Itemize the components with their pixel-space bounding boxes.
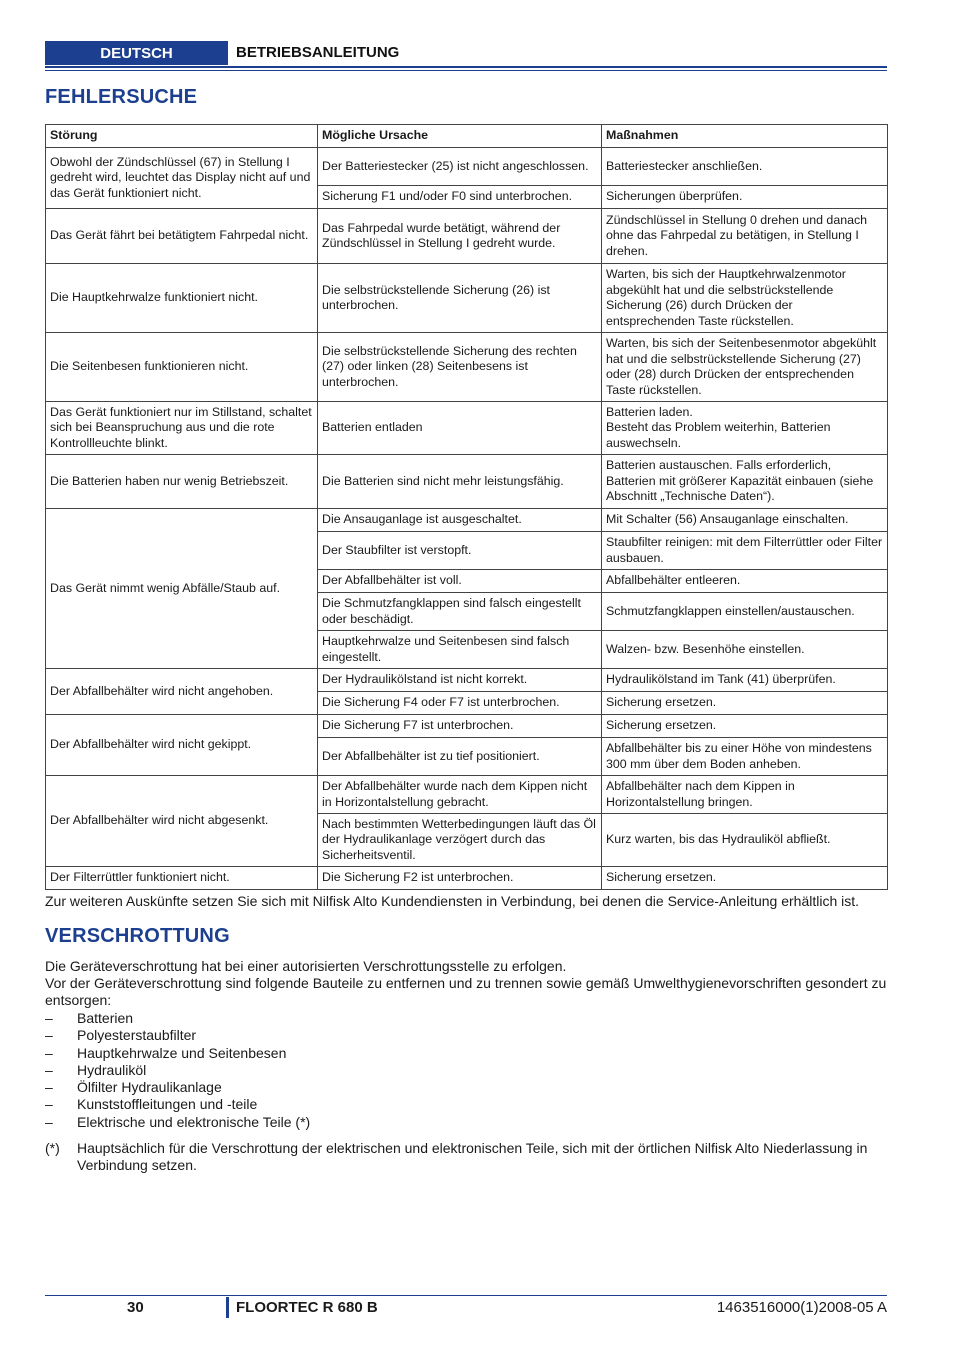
cause-cell: Der Abfallbehälter ist zu tief positioniert. [318, 738, 602, 776]
service-footnote: Zur weiteren Auskünfte setzen Sie sich mit Nilfisk Alto Kundendiensten in Verbindung, bei denen die Service-Anleitung erhältlich ist. [45, 893, 860, 909]
column-header-cause: Mögliche Ursache [318, 125, 602, 148]
scrapping-note [45, 1140, 887, 1175]
table-row [46, 776, 888, 814]
remedy-cell: Hydraulikölstand im Tank (41) überprüfen. [602, 669, 888, 692]
table-row [46, 867, 888, 890]
cause-cell: Der Hydraulikölstand ist nicht korrekt. [318, 669, 602, 692]
footer-divider [226, 1297, 229, 1318]
remedy-cell: Batterien austauschen. Falls erforderlich, Batterien mit größerer Kapazität einbauen (siehe Abschnitt „Technische Daten“). [602, 455, 888, 509]
cause-cell: Hauptkehrwalze und Seitenbesen sind falsch eingestellt. [318, 631, 602, 669]
scrapping-title: VERSCHROTTUNG [45, 925, 230, 947]
list-item-text: Ölfilter Hydraulikanlage [77, 1079, 222, 1096]
remedy-cell: Warten, bis sich der Hauptkehrwalzenmotor abgekühlt hat und die selbstrückstellende Sicherung (26) durch Drücken der entsprechenden Taste rückstellen. [602, 264, 888, 333]
cause-cell: Der Abfallbehälter wurde nach dem Kippen nicht in Horizontalstellung gebracht. [318, 776, 602, 814]
list-item [45, 1096, 310, 1113]
list-item [45, 1045, 310, 1062]
list-item-text: Polyesterstaubfilter [77, 1027, 197, 1044]
cause-cell: Die Batterien sind nicht mehr leistungsfähig. [318, 455, 602, 509]
list-bullet: – [45, 1079, 53, 1096]
table-row [46, 455, 888, 509]
cause-cell: Nach bestimmten Wetterbedingungen läuft das Öl der Hydraulikanlage verzögert durch das Sicherheitsventil. [318, 814, 602, 867]
language-badge: DEUTSCH [45, 41, 228, 65]
remedy-cell: Batterien laden. Besteht das Problem weiterhin, Batterien auswechseln. [602, 402, 888, 455]
fault-cell: Das Gerät nimmt wenig Abfälle/Staub auf. [46, 509, 318, 669]
list-item-text: Elektrische und elektronische Teile (*) [77, 1113, 311, 1130]
footer-rule [45, 1295, 887, 1296]
note-text: Hauptsächlich für die Verschrottung der elektrischen und elektronischen Teile, sich mit der örtlichen Nilfisk Alto Niederlassung in Verbindung setzen. [77, 1140, 868, 1174]
cause-cell: Der Staubfilter ist verstopft. [318, 532, 602, 570]
table-body [46, 148, 888, 890]
remedy-cell: Sicherung ersetzen. [602, 692, 888, 715]
troubleshooting-title: FEHLERSUCHE [45, 86, 198, 108]
list-item-text: Kunststoffleitungen und -teile [77, 1096, 258, 1113]
fault-cell: Das Gerät fährt bei betätigtem Fahrpedal nicht. [46, 209, 318, 264]
list-item [45, 1114, 310, 1131]
cause-cell: Die Ansauganlage ist ausgeschaltet. [318, 509, 602, 532]
remedy-cell: Abfallbehälter bis zu einer Höhe von mindestens 300 mm über dem Boden anheben. [602, 738, 888, 776]
cause-cell: Sicherung F1 und/oder F0 sind unterbrochen. [318, 186, 602, 209]
scrapping-intro-2: Vor der Geräteverschrottung sind folgende Bauteile zu entfernen und zu trennen sowie gemäß Umwelthygienevorschriften gesondert zu entsorgen: [45, 975, 887, 1009]
remedy-cell: Schmutzfangklappen einstellen/austauschen. [602, 593, 888, 631]
page-header [45, 41, 887, 68]
page-number: 30 [127, 1299, 144, 1316]
remedy-cell: Sicherung ersetzen. [602, 867, 888, 890]
fault-cell: Obwohl der Zündschlüssel (67) in Stellung I gedreht wird, leuchtet das Display nicht auf und das Gerät funktioniert nicht. [46, 148, 318, 209]
table-header-row [46, 125, 888, 148]
table-row [46, 669, 888, 692]
remedy-cell: Warten, bis sich der Seitenbesenmotor abgekühlt hat und die selbstrückstellende Sicherung (27) oder (28) durch Drücken der entsprechenden Taste rückstellen. [602, 333, 888, 402]
list-item [45, 1010, 310, 1027]
list-bullet: – [45, 1113, 53, 1130]
fault-cell: Das Gerät funktioniert nur im Stillstand, schaltet sich bei Beanspruchung aus und die rote Kontrollleuchte blinkt. [46, 402, 318, 455]
cause-cell: Die Sicherung F4 oder F7 ist unterbrochen. [318, 692, 602, 715]
cause-cell: Die selbstrückstellende Sicherung (26) ist unterbrochen. [318, 264, 602, 333]
remedy-cell: Zündschlüssel in Stellung 0 drehen und danach ohne das Fahrpedal zu betätigen, in Stellung I drehen. [602, 209, 888, 264]
document-number: 1463516000(1)2008-05 A [716, 1299, 887, 1316]
table-row [46, 148, 888, 186]
scrapping-parts-list [45, 1010, 310, 1131]
table-row [46, 333, 888, 402]
cause-cell: Die Schmutzfangklappen sind falsch eingestellt oder beschädigt. [318, 593, 602, 631]
header-rule-thin [45, 70, 887, 71]
header-rule [45, 66, 887, 68]
column-header-fault: Störung [46, 125, 318, 148]
list-item [45, 1079, 310, 1096]
fault-cell: Der Abfallbehälter wird nicht abgesenkt. [46, 776, 318, 867]
fault-cell: Die Batterien haben nur wenig Betriebszeit. [46, 455, 318, 509]
cause-cell: Der Abfallbehälter ist voll. [318, 570, 602, 593]
list-item [45, 1027, 310, 1044]
cause-cell: Die Sicherung F7 ist unterbrochen. [318, 715, 602, 738]
list-bullet: – [45, 1061, 53, 1078]
remedy-cell: Mit Schalter (56) Ansauganlage einschalten. [602, 509, 888, 532]
fault-cell: Der Filterrüttler funktioniert nicht. [46, 867, 318, 890]
note-marker: (*) [45, 1140, 60, 1156]
product-name: FLOORTEC R 680 B [236, 1299, 378, 1316]
list-bullet: – [45, 1010, 53, 1026]
remedy-cell: Walzen- bzw. Besenhöhe einstellen. [602, 631, 888, 669]
list-item-text: Hauptkehrwalze und Seitenbesen [77, 1044, 287, 1061]
table-row [46, 715, 888, 738]
troubleshooting-table [45, 124, 888, 890]
table-row [46, 264, 888, 333]
fault-cell: Der Abfallbehälter wird nicht angehoben. [46, 669, 318, 715]
remedy-cell: Kurz warten, bis das Hydrauliköl abfließt. [602, 814, 888, 867]
remedy-cell: Batteriestecker anschließen. [602, 148, 888, 186]
table-row [46, 402, 888, 455]
table-row [46, 509, 888, 532]
list-item [45, 1062, 310, 1079]
list-bullet: – [45, 1027, 53, 1044]
remedy-cell: Sicherung ersetzen. [602, 715, 888, 738]
remedy-cell: Abfallbehälter entleeren. [602, 570, 888, 593]
scrapping-intro-1: Die Geräteverschrottung hat bei einer autorisierten Verschrottungsstelle zu erfolgen. [45, 958, 567, 974]
remedy-cell: Staubfilter reinigen: mit dem Filterrüttler oder Filter ausbauen. [602, 532, 888, 570]
list-bullet: – [45, 1096, 53, 1113]
fault-cell: Der Abfallbehälter wird nicht gekippt. [46, 715, 318, 776]
list-item-text: Hydrauliköl [77, 1061, 147, 1078]
column-header-remedy: Maßnahmen [602, 125, 888, 148]
fault-cell: Die Seitenbesen funktionieren nicht. [46, 333, 318, 402]
remedy-cell: Abfallbehälter nach dem Kippen in Horizontalstellung bringen. [602, 776, 888, 814]
remedy-cell: Sicherungen überprüfen. [602, 186, 888, 209]
cause-cell: Das Fahrpedal wurde betätigt, während der Zündschlüssel in Stellung I gedreht wurde. [318, 209, 602, 264]
table-row [46, 209, 888, 264]
list-bullet: – [45, 1044, 53, 1061]
cause-cell: Die selbstrückstellende Sicherung des rechten (27) oder linken (28) Seitenbesens ist unterbrochen. [318, 333, 602, 402]
cause-cell: Der Batteriestecker (25) ist nicht angeschlossen. [318, 148, 602, 186]
cause-cell: Die Sicherung F2 ist unterbrochen. [318, 867, 602, 890]
cause-cell: Batterien entladen [318, 402, 602, 455]
list-item-text: Batterien [77, 1010, 134, 1026]
fault-cell: Die Hauptkehrwalze funktioniert nicht. [46, 264, 318, 333]
document-type: BETRIEBSANLEITUNG [236, 44, 400, 61]
